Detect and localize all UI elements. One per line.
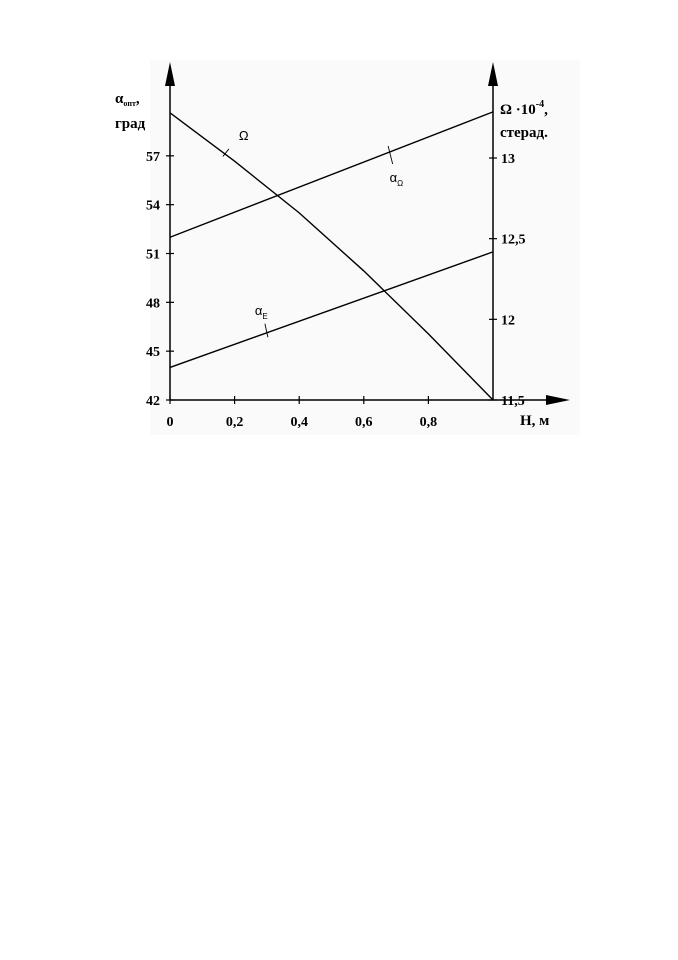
left-tick-label: 51 — [146, 247, 160, 263]
right-axis-unit: стерад. — [500, 125, 548, 141]
right-tick-label: 12,5 — [501, 232, 526, 248]
series-label-1: $\alpha_\Omega$ — [389, 169, 404, 188]
left-tick-label: 57 — [146, 149, 160, 165]
left-axis-subscript: опт — [123, 99, 136, 108]
x-tick-label: 0,8 — [419, 415, 438, 430]
left-axis-symbol: α — [115, 91, 124, 107]
left-tick-label: 48 — [146, 296, 160, 312]
right-axis-superscript: -4 — [535, 99, 545, 110]
right-axis-suffix: , — [544, 102, 548, 118]
series-label-2: $\alpha_E$ — [254, 302, 268, 321]
left-axis-unit: град — [115, 116, 146, 132]
x-tick-label: 0 — [166, 415, 174, 430]
left-axis-title — [115, 91, 140, 108]
right-tick-label: 13 — [501, 152, 515, 167]
left-tick-label: 45 — [146, 345, 160, 361]
left-axis-suffix: , — [135, 91, 140, 107]
x-tick-label: 0,6 — [355, 415, 373, 430]
left-tick-label: 42 — [146, 394, 160, 409]
right-tick-label: 12 — [501, 313, 515, 329]
x-tick-label: 0,2 — [225, 415, 244, 430]
right-tick-label: 11,5 — [501, 394, 525, 409]
series-label-0: Ω — [238, 127, 249, 143]
x-tick-label: 0,4 — [290, 415, 308, 430]
left-tick-label: 54 — [146, 198, 160, 214]
right-axis-main: Ω ·10 — [500, 102, 536, 118]
x-axis-title: H, м — [520, 413, 550, 429]
